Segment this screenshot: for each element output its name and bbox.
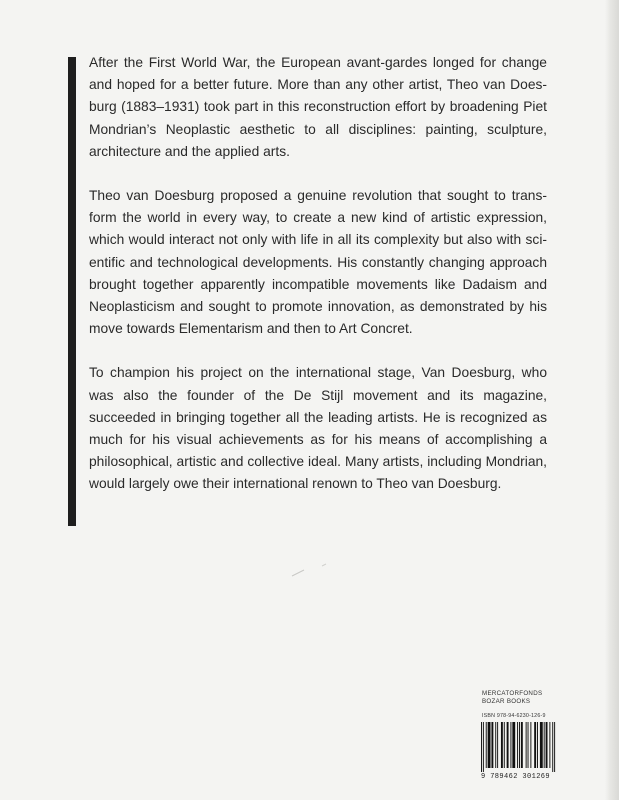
barcode-bar — [504, 722, 505, 768]
accent-bar — [68, 57, 76, 526]
scuff-marks — [290, 556, 350, 586]
barcode-bar — [552, 722, 553, 772]
paragraph-3: To champion his project on the international stage, Van Doesburg, who was also the founder of the De Stijl movement and its magazine, succeeded in bringing together all the leading artists. He is recognized as much for his visual achievements as for his means of accomplishing a philosophical, artistic and collective ideal. Many artists, including Mondrian, would largely owe their international renown to Theo van Doesburg. — [89, 365, 547, 492]
barcode-bar — [507, 722, 509, 768]
book-spine-edge — [605, 0, 619, 800]
barcode-bar — [501, 722, 503, 768]
barcode-bar — [517, 722, 518, 768]
publisher-imprint: BOZAR BOOKS — [482, 698, 531, 705]
publisher-logo — [482, 690, 542, 706]
barcode-bar — [512, 722, 515, 768]
barcode-bar — [546, 722, 548, 768]
barcode-number: 9 789462 301269 — [481, 773, 551, 781]
barcode-bar — [549, 722, 550, 768]
barcode-bar — [483, 722, 484, 772]
barcode-bar — [481, 722, 482, 772]
barcode-bar — [491, 722, 493, 768]
barcode-bar — [521, 722, 523, 768]
paragraph-2: Theo van Doesburg proposed a genuine revolution that sought to transform the world in every way, to create a new kind of artistic expression, which would interact not only with life in all its complexity but also with scientific and technological developments. His constantly changing approach brought together apparently incompatible movements like Dadaism and Neoplasticism and sought to promote innovation, as demonstrated by his move towards Elementarism and then to Art Concret. — [89, 188, 547, 337]
isbn-label: ISBN 978-94-6230-126-9 — [482, 713, 546, 719]
barcode-bar — [526, 722, 527, 768]
barcode-bar — [544, 722, 545, 768]
barcode-bar — [497, 722, 498, 768]
paragraph-1: After the First World War, the European avant-gardes longed for change and hoped for a better future. More than any other artist, Theo van Doesburg (1883–1931) took part in this reconstruction effort by broadening Piet Mondrian’s Neoplastic aesthetic to all disciplines: painting, sculpture, architecture and the applied arts. — [89, 55, 547, 159]
barcode-bar — [554, 722, 555, 772]
barcode-bar — [528, 722, 529, 768]
barcode-bar — [488, 722, 491, 768]
back-cover-text — [89, 52, 547, 496]
barcode-bar — [519, 722, 520, 768]
barcode-bar — [537, 722, 538, 768]
barcode-bar — [534, 722, 536, 768]
barcode-bar — [495, 722, 496, 768]
publisher-name: MERCATORFONDS — [482, 690, 543, 697]
barcode-bar — [540, 722, 543, 768]
barcode-bar — [530, 722, 531, 768]
barcode — [481, 722, 561, 772]
barcode-bar — [510, 722, 511, 768]
barcode-bar — [486, 722, 487, 768]
